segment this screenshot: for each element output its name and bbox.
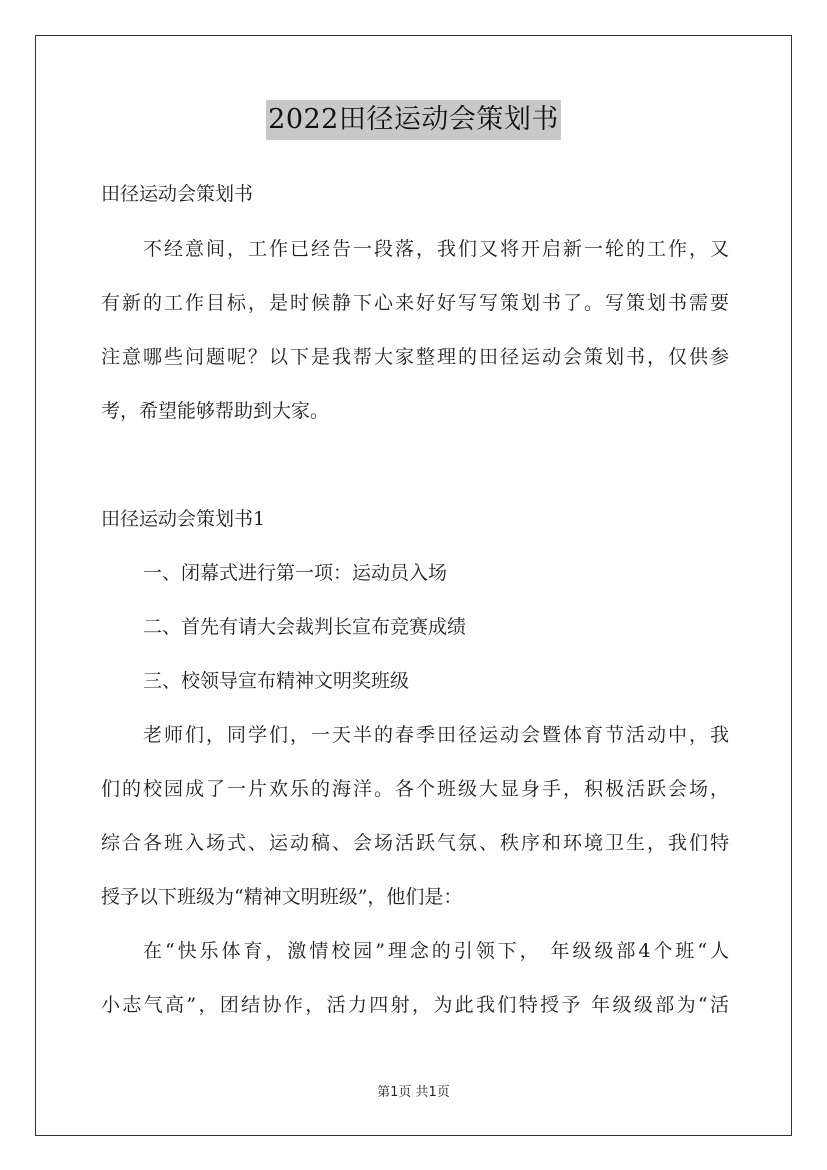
document-title: 2022田径运动会策划书 — [266, 100, 561, 140]
intro-line-2: 有新的工作目标，是时候静下心来好好写写策划书了。写策划书需要 — [101, 292, 729, 314]
paragraph2-line-3: 综合各班入场式、运动稿、会场活跃气氛、秩序和环境卫生，我们特 — [101, 832, 729, 854]
document-subtitle: 田径运动会策划书 — [101, 183, 254, 205]
paragraph2-line-1: 老师们，同学们，一天半的春季田径运动会暨体育节活动中，我 — [143, 724, 729, 746]
page-number-footer: 第1页 共1页 — [377, 1085, 450, 1100]
intro-line-4: 考，希望能够帮助到大家。 — [101, 400, 330, 422]
paragraph2-line-2: 们的校园成了一片欢乐的海洋。各个班级大显身手，积极活跃会场， — [101, 778, 729, 800]
paragraph3-line-1: 在“快乐体育，激情校园”理念的引领下， 年级级部4个班“人 — [143, 940, 729, 962]
section-heading: 田径运动会策划书1 — [101, 508, 266, 530]
paragraph2-line-4: 授予以下班级为“精神文明班级”，他们是： — [101, 886, 463, 908]
intro-line-1: 不经意间，工作已经告一段落，我们又将开启新一轮的工作，又 — [143, 238, 729, 260]
list-item-2: 二、首先有请大会裁判长宣布竞赛成绩 — [143, 616, 467, 638]
title-container — [0, 100, 827, 140]
list-item-3: 三、校领导宣布精神文明奖班级 — [143, 670, 410, 692]
paragraph3-line-2: 小志气高”，团结协作，活力四射，为此我们特授予 年级级部为“活 — [101, 994, 729, 1016]
list-item-1: 一、闭幕式进行第一项：运动员入场 — [143, 562, 448, 584]
intro-line-3: 注意哪些问题呢？以下是我帮大家整理的田径运动会策划书，仅供参 — [101, 346, 729, 368]
